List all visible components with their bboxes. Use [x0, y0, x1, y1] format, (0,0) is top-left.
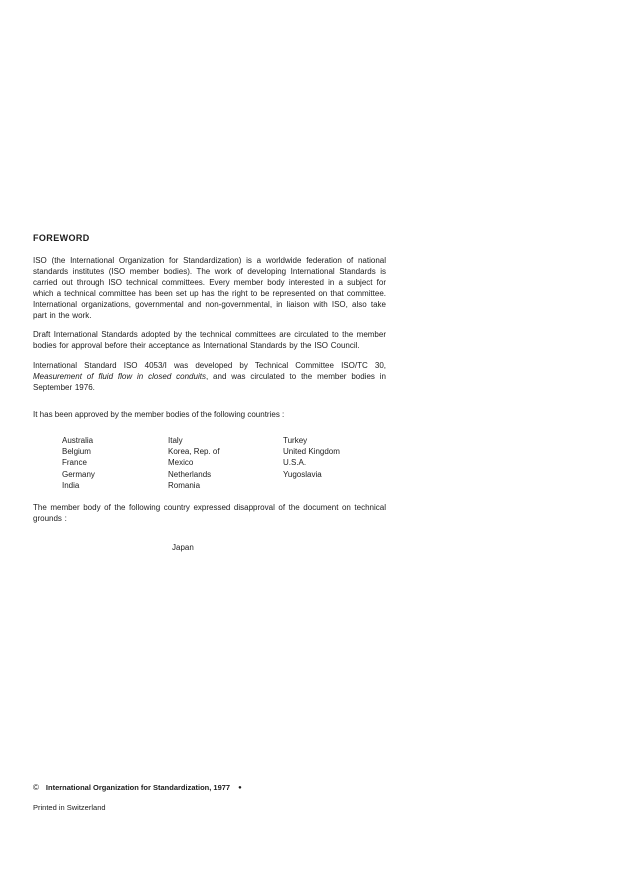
country-item: Australia	[62, 435, 94, 445]
countries-column-2	[168, 435, 283, 491]
committee-title-italic: Measurement of fluid flow in closed conduits	[33, 372, 206, 382]
bullet-icon: ●	[238, 784, 242, 791]
countries-list	[62, 435, 386, 491]
approved-countries-intro: It has been approved by the member bodies of the following countries :	[33, 409, 285, 419]
country-item: Italy	[168, 435, 183, 445]
paragraph-iso-description: ISO (the International Organization for Standardization) is a worldwide federation of national standards institutes (ISO member bodies). The work of developing International Standards is carried out through ISO technical committees. Every member body interested in a subject for which a technical committee has been set up has the right to be represented on that committee. International organizations, governmental and non-governmental, in liaison with ISO, also take part in the work.	[33, 256, 386, 320]
country-item: Belgium	[62, 447, 91, 457]
country-item: Korea, Rep. of	[168, 447, 220, 457]
paragraph-3-text-start: International Standard ISO 4053/I was developed by Technical Committee ISO/TC 30,	[33, 361, 386, 371]
paragraph-draft-standards: Draft International Standards adopted by the technical committees are circulated to the member bodies for approval before their acceptance as International Standards by the ISO Council.	[33, 330, 386, 351]
printed-in: Printed in Switzerland	[33, 803, 106, 812]
country-item: U.S.A.	[283, 458, 307, 468]
country-item: Mexico	[168, 458, 194, 468]
copyright-icon: ©	[33, 783, 39, 792]
disapproval-country: Japan	[172, 543, 194, 553]
paragraph-3-text-end: , and was circulated to the member bodies in September 1976.	[33, 372, 387, 393]
country-item: Yugoslavia	[283, 469, 322, 479]
copyright-line	[33, 783, 242, 792]
country-item: India	[62, 481, 80, 491]
section-title: FOREWORD	[33, 233, 90, 243]
copyright-text: International Organization for Standardization, 1977	[45, 783, 231, 792]
countries-column-1	[62, 435, 168, 491]
country-item: Romania	[168, 481, 201, 491]
countries-column-3	[283, 435, 386, 491]
disapproval-note: The member body of the following country expressed disapproval of the document on technical grounds :	[33, 503, 386, 524]
country-item: France	[62, 458, 87, 468]
country-item: Netherlands	[168, 469, 212, 479]
paragraph-standard-development	[33, 361, 386, 394]
country-item: Turkey	[283, 435, 308, 445]
country-item: Germany	[62, 469, 95, 479]
country-item: United Kingdom	[283, 447, 340, 457]
foreword-section	[33, 233, 386, 552]
